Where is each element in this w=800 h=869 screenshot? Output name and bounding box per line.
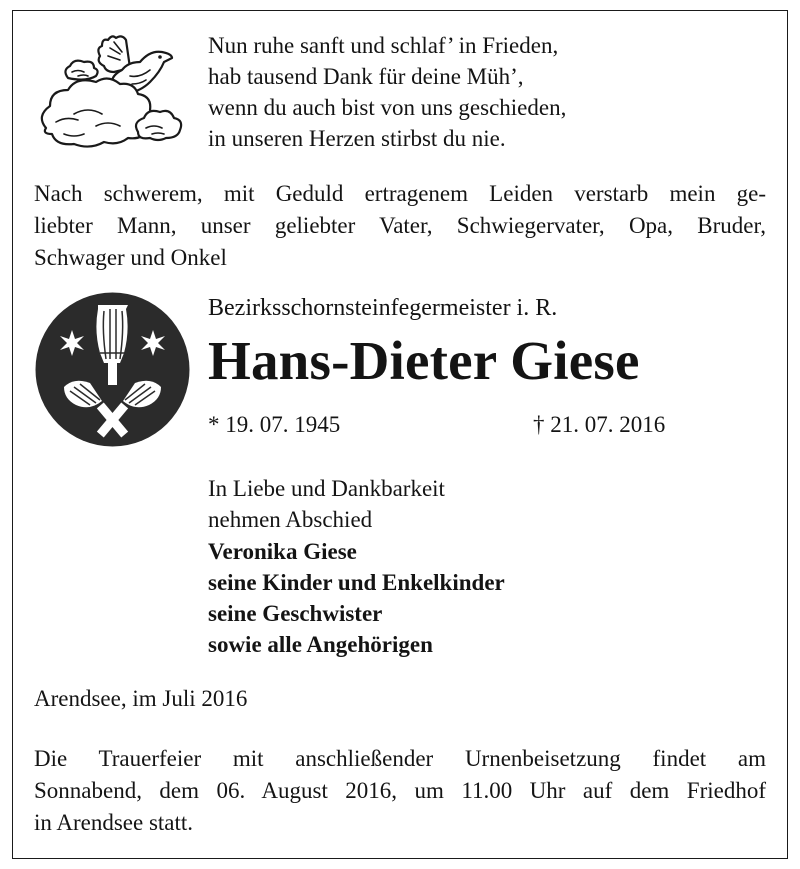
intro-line: Nach schwerem, mit Geduld ertragenem Leiden verstarb mein ge-	[34, 181, 766, 206]
funeral-line: Sonnabend, dem 06. August 2016, um 11.00 Uhr auf dem Friedhof	[34, 778, 766, 803]
deceased-name: Hans-Dieter Giese	[208, 330, 640, 391]
mourner-line: seine Geschwister	[208, 601, 383, 626]
chimney-sweep-emblem-icon	[34, 291, 191, 448]
birth-date: * 19. 07. 1945	[208, 412, 341, 437]
poem-line: in unseren Herzen stirbst du nie.	[208, 126, 506, 151]
farewell-line: nehmen Abschied	[208, 507, 373, 532]
mourner-line: Veronika Giese	[208, 539, 357, 564]
funeral-line: in Arendsee statt.	[34, 810, 194, 835]
intro-line: Schwager und Onkel	[34, 245, 227, 270]
place-date: Arendsee, im Juli 2016	[34, 686, 248, 711]
farewell-line: In Liebe und Dankbarkeit	[208, 476, 445, 501]
poem-line: hab tausend Dank für deine Müh’,	[208, 64, 524, 89]
death-date: † 21. 07. 2016	[533, 412, 666, 437]
mourner-line: sowie alle Angehörigen	[208, 632, 433, 657]
intro-line: liebter Mann, unser geliebter Vater, Schwiegervater, Opa, Bruder,	[34, 213, 766, 238]
funeral-line: Die Trauerfeier mit anschließender Urnenbeisetzung findet am	[34, 746, 766, 771]
occupation-title: Bezirksschornsteinfegermeister i. R.	[208, 295, 558, 321]
poem-line: wenn du auch bist von uns geschieden,	[208, 95, 567, 120]
dove-on-clouds-icon	[34, 30, 184, 155]
poem-line: Nun ruhe sanft und schlaf’ in Frieden,	[208, 33, 559, 58]
mourner-line: seine Kinder und Enkelkinder	[208, 570, 505, 595]
